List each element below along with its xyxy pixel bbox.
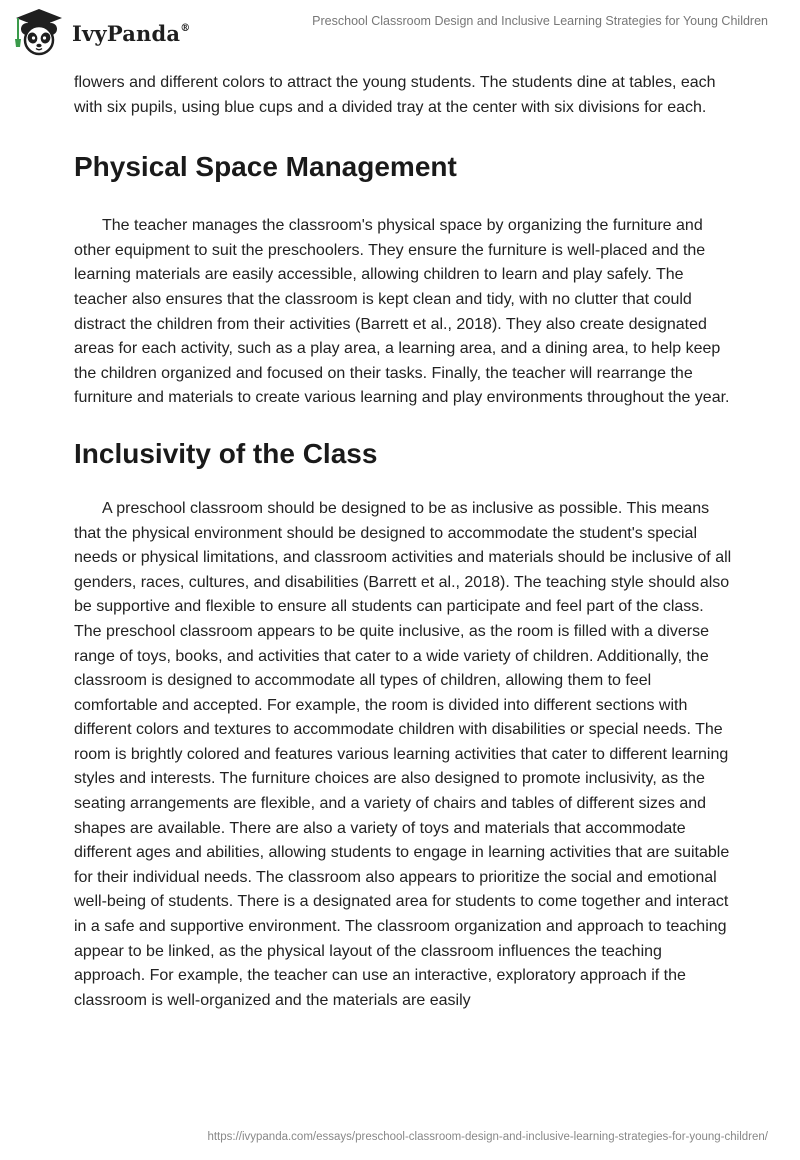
section-paragraph-physical-space: The teacher manages the classroom's physical space by organizing the furniture and other equipment to suit the preschoolers. They ensure the furniture is well-placed and the learning materials are easily accessible, allowing children to learn and play safely. The teacher also ensures that the classroom is kept clean and tidy, with no clutter that could distract the children from their activities (Barrett et al., 2018). They also create designated areas for each activity, such as a play area, a learning area, and a dining area, to help keep the children organized and focused on their tasks. Finally, the teacher will rearrange the furniture and materials to create various learning and play environments throughout the year.	[74, 217, 730, 407]
brand-name: IvyPanda®	[72, 20, 191, 46]
section-heading-inclusivity: Inclusivity of the Class	[74, 437, 378, 469]
intro-paragraph: flowers and different colors to attract the young students. The students dine at tables, each with six pupils, using blue cups and a divided tray at the center with six divisions for each.	[74, 74, 716, 116]
section-heading-physical-space: Physical Space Management	[74, 151, 457, 183]
essay-body	[74, 71, 734, 1013]
page-header	[0, 0, 800, 62]
document-title: Preschool Classroom Design and Inclusive Learning Strategies for Young Children	[312, 14, 768, 28]
ivypanda-logo[interactable]	[12, 6, 190, 58]
panda-graduate-icon	[12, 7, 66, 57]
source-url[interactable]: https://ivypanda.com/essays/preschool-classroom-design-and-inclusive-learning-strategies-for-young-children/	[207, 1131, 768, 1143]
section-paragraph-inclusivity: A preschool classroom should be designed to be as inclusive as possible. This means that the physical environment should be designed to accommodate the student's special needs or physical limitations, and classroom activities and materials should be inclusive of all genders, races, cultures, and disabilities (Barrett et al., 2018). The teaching style should also be supportive and flexible to ensure all students can participate and feel part of the class. The preschool classroom appears to be quite inclusive, as the room is filled with a diverse range of toys, books, and activities that cater to a wide variety of children. Additionally, the classroom is designed to accommodate all types of children, allowing them to feel comfortable and accepted. For example, the room is divided into different sections with different colors and textures to accommodate children with disabilities or special needs. The room is brightly colored and features various learning activities that cater to different learning styles and interests. The furniture choices are also designed to promote inclusivity, as the seating arrangements are flexible, and a variety of chairs and tables of different sizes and shapes are available. There are also a variety of toys and materials that accommodate different ages and abilities, allowing students to engage in learning activities that are suitable for their individual needs. The classroom also appears to prioritize the social and emotional well-being of students. There is a designated area for students to come together and interact in a safe and supportive environment. The classroom organization and approach to teaching appear to be linked, as the physical layout of the classroom influences the teaching approach. For example, the teacher can use an interactive, exploratory approach if the classroom is well-organized and the materials are easily	[74, 499, 732, 1009]
